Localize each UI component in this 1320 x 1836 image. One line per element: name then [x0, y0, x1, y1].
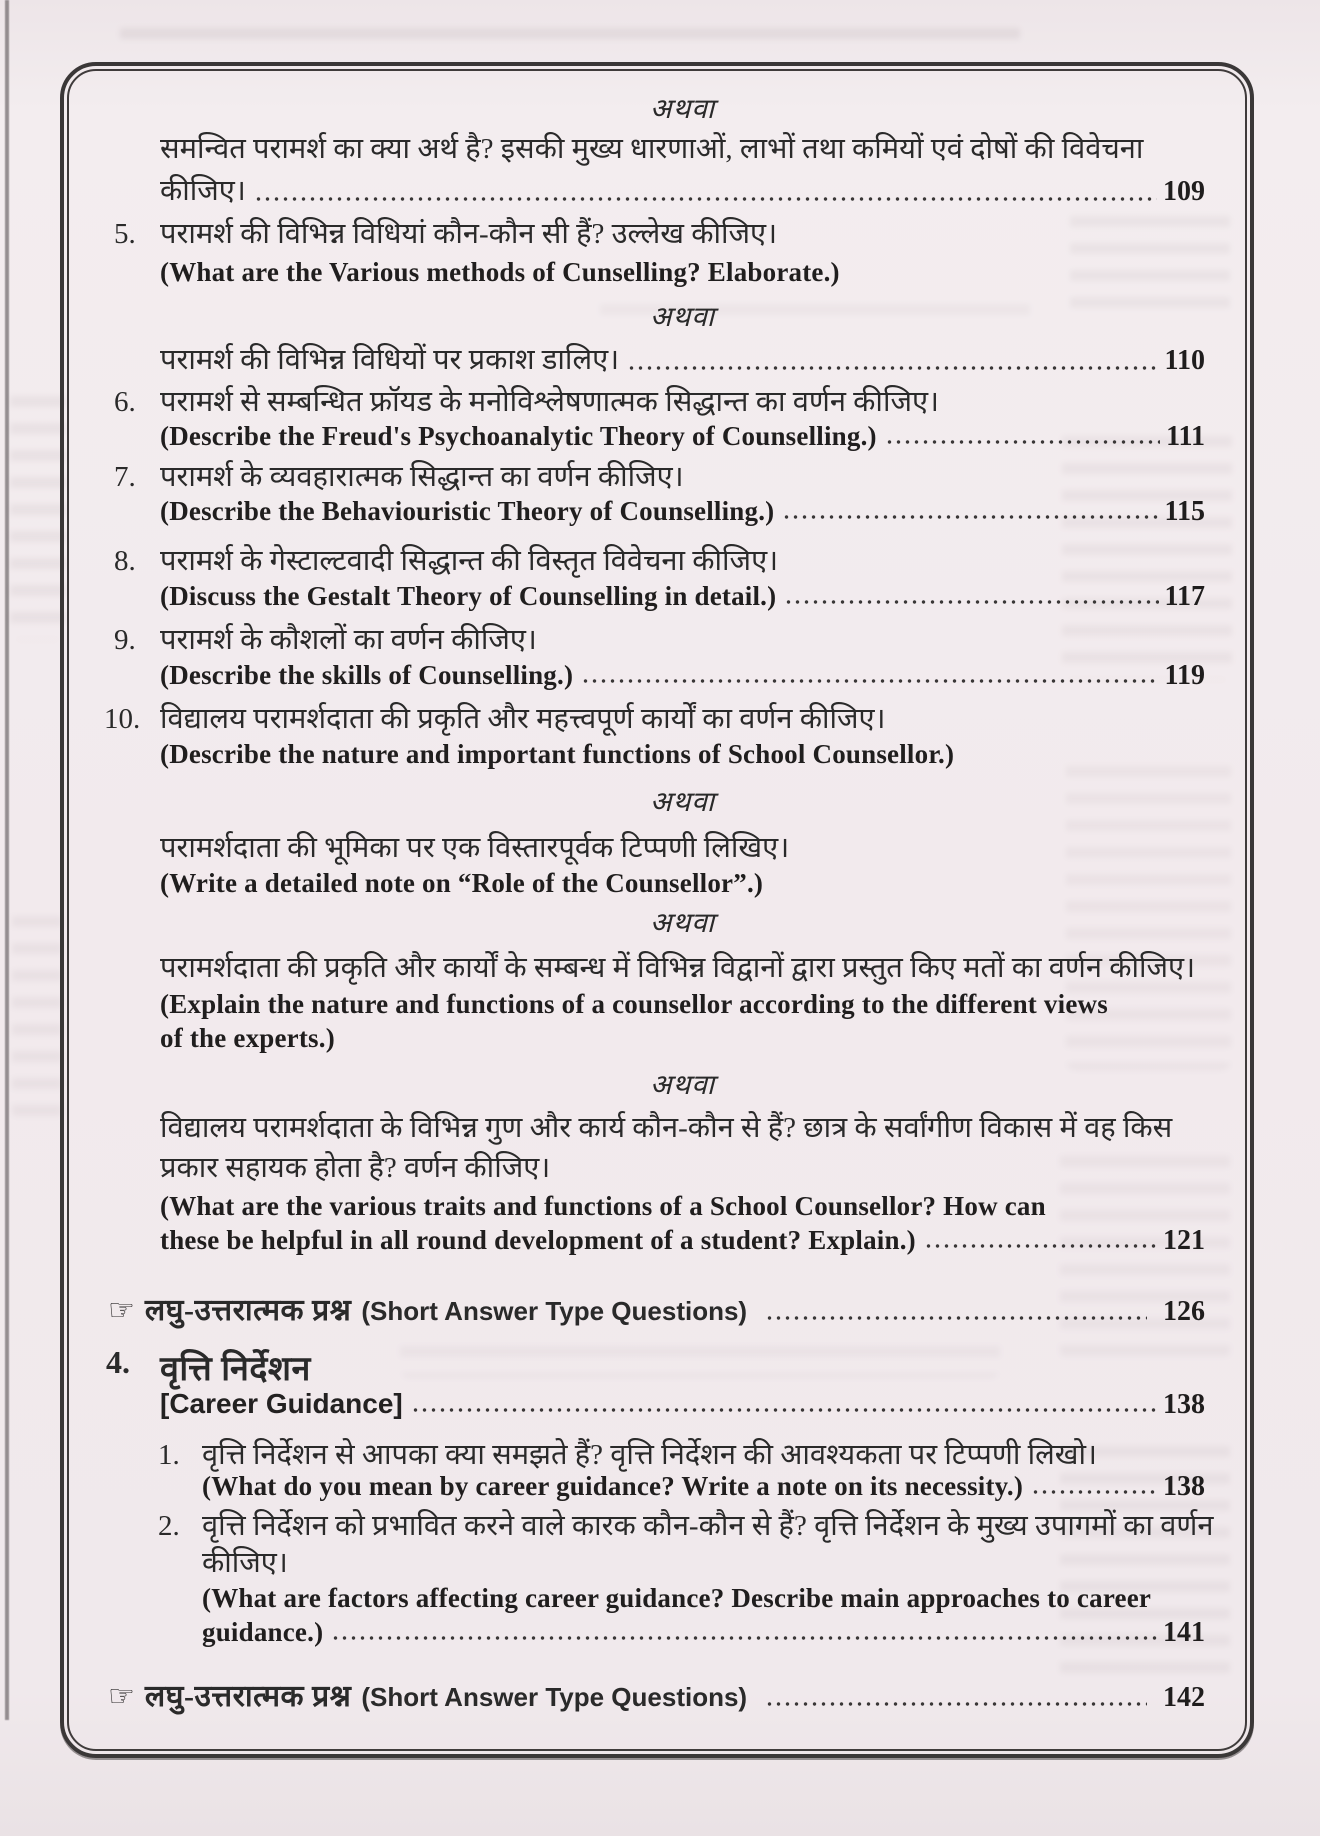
- toc-entry-hindi: परामर्श की विभिन्न विधियों पर प्रकाश डालिए।: [160, 344, 620, 376]
- scan-bleed-artifact: [10, 380, 65, 640]
- toc-entry-hindi: कीजिए।: [160, 175, 246, 207]
- toc-entry-hindi: परामर्शदाता की भूमिका पर एक विस्तारपूर्वक टिप्पणी लिखिए।: [160, 832, 790, 864]
- item-number: 1.: [158, 1439, 180, 1471]
- toc-item-7: [114, 459, 1205, 496]
- toc-entry-hindi: विद्यालय परामर्शदाता की प्रकृति और महत्त्वपूर्ण कार्यों का वर्णन कीजिए।: [160, 703, 886, 735]
- toc-item-5: [114, 216, 1205, 253]
- chapter-title-english: [Career Guidance]: [160, 1388, 403, 1419]
- pointing-hand-icon: ☞: [108, 1679, 135, 1714]
- toc-entry-english: of the experts.): [160, 1023, 335, 1053]
- toc-entry-english: (What are the Various methods of Cunselling? Elaborate.): [160, 257, 840, 287]
- chapter-number: 4.: [106, 1344, 130, 1380]
- item-number: 6.: [114, 386, 136, 418]
- page-number: 138: [1163, 1389, 1205, 1420]
- or-divider: अथवा: [649, 302, 716, 333]
- dotted-leader: [581, 679, 1158, 683]
- scan-bleed-artifact: [12, 900, 62, 1120]
- or-divider: अथवा: [649, 787, 716, 818]
- toc-entry-english: (Describe the Behaviouristic Theory of Counselling.): [160, 496, 775, 526]
- page-number: 115: [1164, 496, 1205, 527]
- or-divider: अथवा: [649, 94, 716, 125]
- item-number: 5.: [114, 218, 136, 250]
- chapter-title-hindi: वृत्ति निर्देशन: [160, 1351, 311, 1388]
- page-number: 111: [1166, 421, 1205, 452]
- item-number: 10.: [104, 703, 141, 735]
- page-number: 142: [1163, 1682, 1205, 1713]
- toc-entry-tail: [202, 1471, 1205, 1503]
- toc-entry-english: (What do you mean by career guidance? Write a note on its necessity.): [202, 1471, 1024, 1501]
- toc-entry-english: (What are the various traits and functions of a School Counsellor? How can: [160, 1191, 1046, 1221]
- toc-entry-tail: [160, 1225, 1205, 1257]
- page-number: 119: [1164, 660, 1205, 691]
- short-answer-english-label: (Short Answer Type Questions): [361, 1682, 748, 1712]
- toc-entry-hindi: परामर्शदाता की प्रकृति और कार्यों के सम्बन्ध में विभिन्न विद्वानों द्वारा प्रस्तुत किए मतों का वर्णन कीजिए।: [160, 952, 1196, 984]
- dotted-leader: [784, 600, 1158, 604]
- page-number: 109: [1163, 176, 1205, 207]
- or-divider: अथवा: [649, 1070, 716, 1101]
- toc-entry-english: (Describe the nature and important functions of School Counsellor.): [160, 739, 955, 769]
- toc-entry-hindi: परामर्श की विभिन्न विधियां कौन-कौन सी हैं? उल्लेख कीजिए।: [160, 218, 778, 250]
- page-number: 126: [1163, 1296, 1205, 1327]
- toc-entry-hindi: प्रकार सहायक होता है? वर्णन कीजिए।: [160, 1152, 551, 1184]
- toc-entry-english: (Discuss the Gestalt Theory of Counselling in detail.): [160, 581, 777, 611]
- toc-entry-tail: [202, 1617, 1205, 1649]
- toc-item-9: [114, 622, 1205, 659]
- short-answer-hindi-label: लघु-उत्तरात्मक प्रश्न: [144, 1294, 352, 1327]
- toc-item-6: [114, 384, 1205, 421]
- toc-entry-hindi: कीजिए।: [202, 1547, 288, 1579]
- item-number: 2.: [158, 1510, 180, 1542]
- dotted-leader: [885, 440, 1160, 444]
- page-number: 121: [1163, 1225, 1205, 1256]
- toc-entry-hindi: परामर्श के व्यवहारात्मक सिद्धान्त का वर्णन कीजिए।: [160, 461, 684, 493]
- toc-entry-english: (What are factors affecting career guidance? Describe main approaches to career: [202, 1583, 1152, 1613]
- dotted-leader: [924, 1244, 1157, 1248]
- item-number: 8.: [114, 545, 136, 577]
- toc-entry-hindi: वृत्ति निर्देशन से आपका क्या समझते हैं? वृत्ति निर्देशन की आवश्यकता पर टिप्पणी लिखो।: [202, 1439, 1097, 1471]
- dotted-leader: [331, 1636, 1157, 1640]
- toc-entry-english: (Describe the Freud's Psychoanalytic Theory of Counselling.): [160, 421, 877, 451]
- toc-entry-tail: [160, 660, 1205, 692]
- toc-item-2: [158, 1508, 1214, 1545]
- toc-entry-english: these be helpful in all round development of a student? Explain.): [160, 1225, 916, 1255]
- toc-entry-english: (Describe the skills of Counselling.): [160, 660, 574, 690]
- toc-entry-english: (Write a detailed note on “Role of the Counsellor”.): [160, 868, 764, 898]
- short-answer-hindi-label: लघु-उत्तरात्मक प्रश्न: [144, 1680, 352, 1713]
- toc-item-1: [158, 1437, 1205, 1474]
- toc-entry-tail: [160, 173, 1205, 210]
- pointing-hand-icon: ☞: [108, 1293, 135, 1328]
- toc-entry-tail: [160, 421, 1205, 453]
- chapter-heading: [106, 1344, 1205, 1390]
- toc-entry-hindi: वृत्ति निर्देशन को प्रभावित करने वाले कारक कौन-कौन से हैं? वृत्ति निर्देशन के मुख्य उपागमों का वर्णन: [202, 1510, 1214, 1542]
- toc-item-8: [114, 543, 1205, 580]
- toc-item-10: [104, 701, 1205, 738]
- short-answer-english-label: (Short Answer Type Questions): [361, 1296, 748, 1326]
- chapter-heading-english-row: [160, 1388, 1205, 1421]
- dotted-leader: [1031, 1490, 1157, 1494]
- page-number: 138: [1163, 1471, 1205, 1502]
- dotted-leader: [627, 366, 1158, 370]
- short-answer-section-row: [108, 1288, 1205, 1329]
- scan-bleed-artifact: [120, 12, 1020, 54]
- page-number: 141: [1163, 1617, 1205, 1648]
- page-number: 110: [1164, 345, 1205, 376]
- dotted-leader: [765, 1702, 1147, 1706]
- toc-entry-tail: [160, 342, 1205, 379]
- dotted-leader: [411, 1408, 1157, 1412]
- toc-entry-tail: [160, 496, 1205, 528]
- toc-entry-hindi: समन्वित परामर्श का क्या अर्थ है? इसकी मुख्य धारणाओं, लाभों तथा कमियों एवं दोषों की विवेचना: [160, 133, 1144, 165]
- dotted-leader: [254, 197, 1157, 201]
- page-number: 117: [1164, 581, 1205, 612]
- dotted-leader: [765, 1316, 1147, 1320]
- or-divider: अथवा: [649, 908, 716, 939]
- toc-entry-hindi: परामर्श से सम्बन्धित फ्रॉयड के मनोविश्लेषणात्मक सिद्धान्त का वर्णन कीजिए।: [160, 386, 939, 418]
- scan-page-edge: [5, 0, 9, 1720]
- dotted-leader: [782, 515, 1158, 519]
- short-answer-section-row: [108, 1674, 1205, 1715]
- item-number: 7.: [114, 461, 136, 493]
- toc-entry-english: (Explain the nature and functions of a counsellor according to the different views: [160, 989, 1108, 1019]
- toc-entry-hindi: परामर्श के कौशलों का वर्णन कीजिए।: [160, 624, 537, 656]
- toc-entry-hindi: विद्यालय परामर्शदाता के विभिन्न गुण और कार्य कौन-कौन से हैं? छात्र के सर्वांगीण विकास में वह किस: [160, 1112, 1173, 1144]
- toc-entry-tail: [160, 581, 1205, 613]
- item-number: 9.: [114, 624, 136, 656]
- toc-entry-hindi: परामर्श के गेस्टाल्टवादी सिद्धान्त की विस्तृत विवेचना कीजिए।: [160, 545, 779, 577]
- toc-entry-english: guidance.): [202, 1617, 324, 1647]
